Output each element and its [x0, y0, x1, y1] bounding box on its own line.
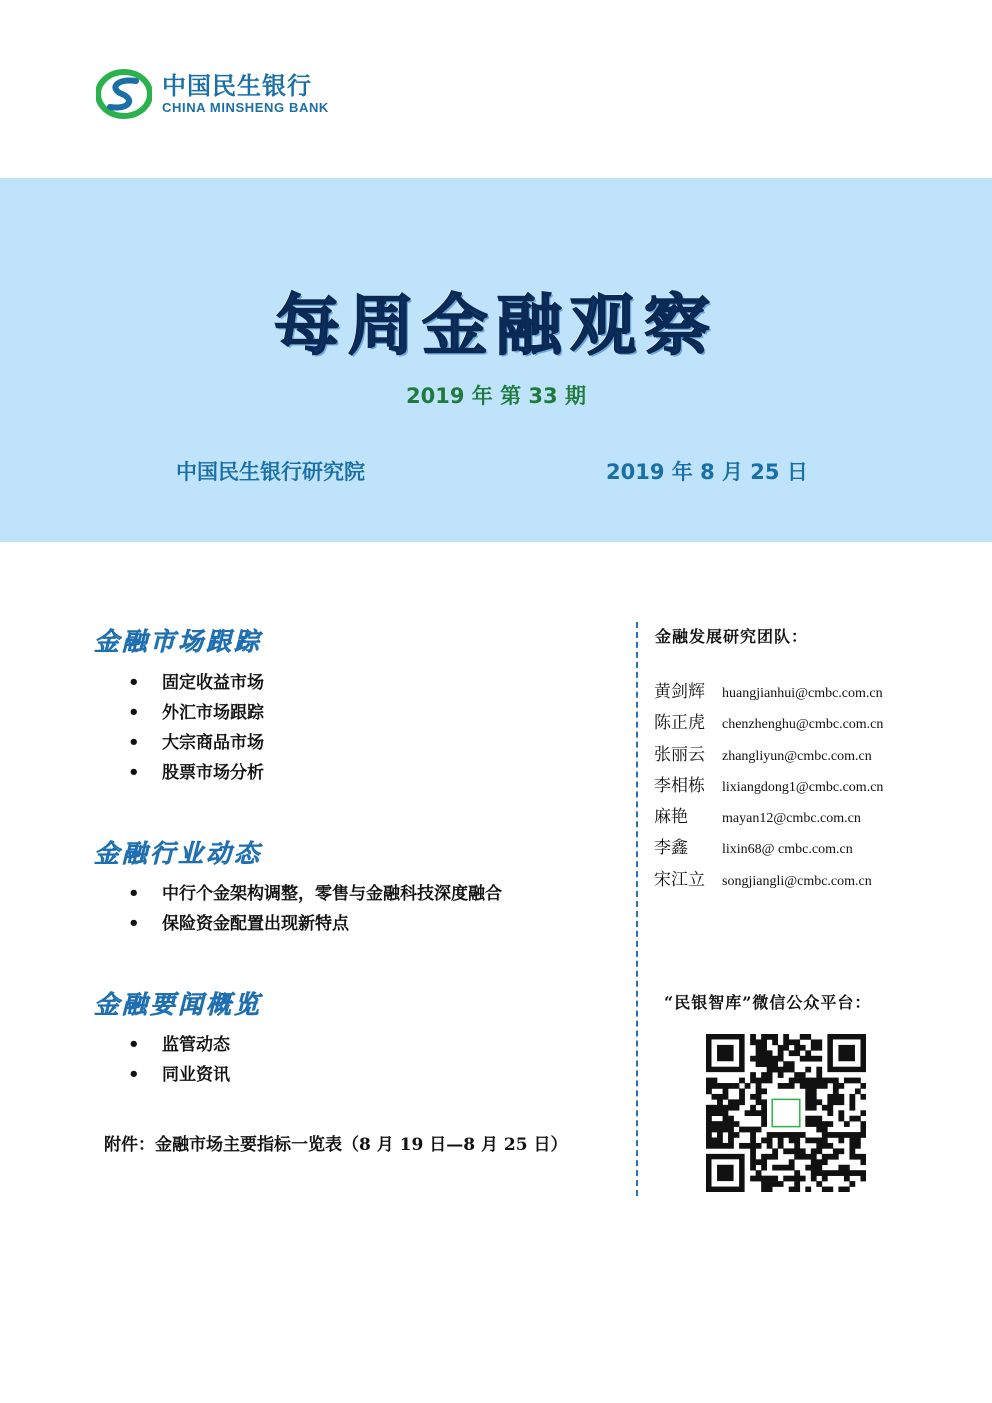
column-divider — [636, 622, 638, 1196]
team-list — [654, 676, 883, 895]
logo-name-cn: 中国民生银行 — [162, 72, 312, 100]
member-name: 李相栋 — [654, 775, 705, 796]
member-name: 陈正虎 — [654, 713, 705, 734]
section-list-industry-dynamics — [126, 879, 502, 939]
member-email[interactable]: lixiangdong1@cmbc.com.cn — [722, 779, 884, 795]
member-name: 张丽云 — [654, 744, 705, 765]
report-title: 每周金融观察 — [274, 287, 718, 364]
team-title: 金融发展研究团队： — [655, 627, 809, 646]
team-member — [654, 676, 883, 707]
appendix-note: 附件：金融市场主要指标一览表（8 月 19 日—8 月 25 日） — [104, 1135, 568, 1155]
team-member — [654, 801, 883, 832]
section-title-market-tracking: 金融市场跟踪 — [94, 627, 263, 656]
list-item: • 中行个金架构调整，零售与金融科技深度融合 — [126, 879, 502, 909]
list-item: • 监管动态 — [126, 1030, 230, 1060]
member-name: 李鑫 — [654, 838, 688, 859]
minsheng-logo-icon — [96, 68, 152, 120]
member-email[interactable]: lixin68@ cmbc.com.cn — [722, 842, 853, 858]
section-list-news-overview — [126, 1030, 230, 1090]
team-member — [654, 739, 883, 770]
member-email[interactable]: songjiangli@cmbc.com.cn — [722, 873, 872, 889]
list-item: • 股票市场分析 — [126, 758, 264, 788]
team-member — [654, 864, 883, 895]
section-title-industry-dynamics: 金融行业动态 — [94, 839, 263, 868]
list-item: • 同业资讯 — [126, 1060, 230, 1090]
member-name: 黄剑辉 — [654, 682, 705, 702]
issue-number: 2019 年 第 33 期 — [406, 384, 586, 408]
team-member — [654, 832, 883, 863]
wechat-label: “民银智库”微信公众平台： — [664, 993, 872, 1012]
qr-code-icon — [706, 1034, 866, 1192]
list-item: • 固定收益市场 — [126, 668, 264, 698]
section-list-market-tracking — [126, 668, 264, 788]
member-email[interactable]: huangjianhui@cmbc.com.cn — [722, 686, 883, 701]
list-item: • 保险资金配置出现新特点 — [126, 909, 502, 939]
list-item: • 大宗商品市场 — [126, 728, 264, 758]
report-date: 2019 年 8 月 25 日 — [606, 460, 808, 484]
list-item: • 外汇市场跟踪 — [126, 698, 264, 728]
institute-name: 中国民生银行研究院 — [176, 460, 365, 484]
member-email[interactable]: chenzhenghu@cmbc.com.cn — [722, 717, 884, 733]
section-title-news-overview: 金融要闻概览 — [94, 990, 263, 1019]
logo-name-en: CHINA MINSHENG BANK — [162, 100, 329, 115]
member-name: 宋江立 — [654, 869, 705, 890]
team-member — [654, 770, 883, 801]
bank-logo — [96, 68, 329, 120]
member-email[interactable]: mayan12@cmbc.com.cn — [722, 811, 861, 827]
team-member — [654, 707, 883, 738]
member-email[interactable]: zhangliyun@cmbc.com.cn — [722, 748, 872, 764]
member-name: 麻艳 — [654, 807, 688, 828]
